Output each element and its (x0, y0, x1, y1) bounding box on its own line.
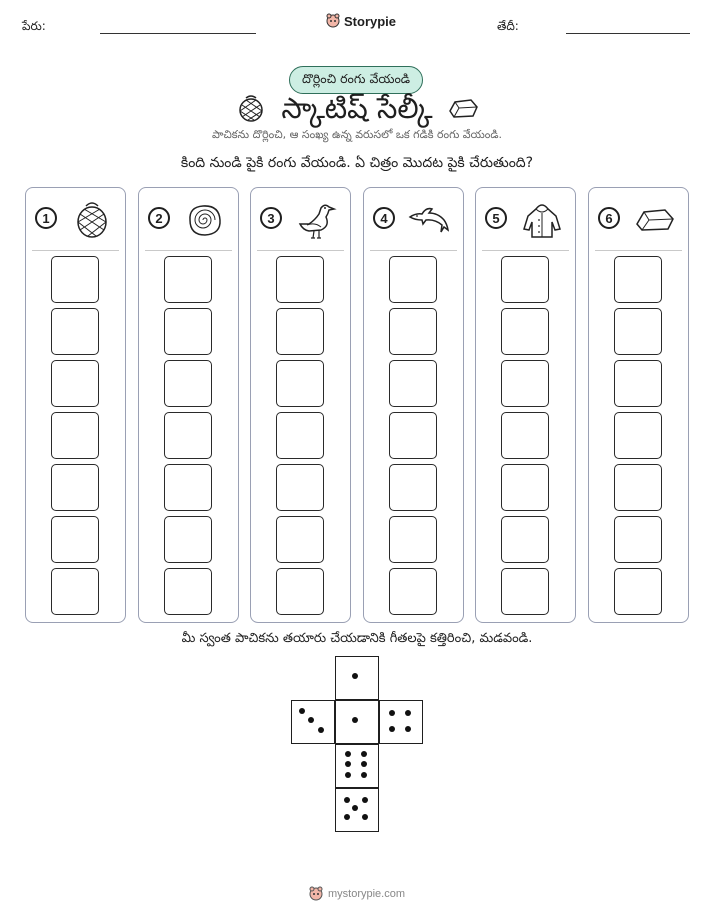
die-pip (345, 772, 351, 778)
die-pip (345, 751, 351, 757)
name-line[interactable] (100, 33, 256, 34)
color-cell[interactable] (501, 360, 549, 407)
instruction-text: కింది నుండి పైకి రంగు వేయండి. ఏ చిత్రం మొదట పైకి చేరుతుంది? (180, 155, 534, 171)
color-cell[interactable] (389, 516, 437, 563)
color-cell[interactable] (276, 464, 324, 511)
die-face (335, 788, 379, 832)
column-number: 1 (35, 207, 57, 229)
die-face (335, 656, 379, 700)
raincoat-icon (520, 200, 564, 240)
roll-and-color-badge: దొర్లించి రంగు వేయండి (289, 66, 423, 94)
net-bag-icon (70, 200, 114, 240)
storypie-mascot-icon (326, 13, 340, 29)
die-pip (345, 761, 351, 767)
die-pip (308, 717, 314, 723)
die-pip (361, 761, 367, 767)
color-cell[interactable] (614, 360, 662, 407)
rock-icon (633, 200, 677, 240)
column-divider (257, 250, 344, 251)
color-cell[interactable] (164, 256, 212, 303)
die-pip (389, 710, 395, 716)
make-die-instruction: మీ స్వంత పాచికను తయారు చేయడానికి గీతలపై కత్తిరించి, మడవండి. (181, 631, 533, 646)
color-cell[interactable] (51, 308, 99, 355)
color-cell[interactable] (164, 360, 212, 407)
footer-url[interactable]: mystorypie.com (328, 888, 406, 900)
date-label: తేదీ: (497, 19, 519, 33)
color-cell[interactable] (501, 464, 549, 511)
color-cell[interactable] (614, 412, 662, 459)
color-cell[interactable] (389, 360, 437, 407)
color-cell[interactable] (389, 256, 437, 303)
color-cell[interactable] (164, 568, 212, 615)
column-1 (25, 187, 126, 623)
color-cell[interactable] (614, 256, 662, 303)
color-cell[interactable] (51, 464, 99, 511)
brand-logo (326, 13, 396, 29)
column-divider (370, 250, 457, 251)
column-2 (138, 187, 239, 623)
die-pip (299, 708, 305, 714)
color-cell[interactable] (614, 516, 662, 563)
column-divider (145, 250, 232, 251)
die-face (291, 700, 335, 744)
column-4 (363, 187, 464, 623)
die-pip (344, 814, 350, 820)
color-cell[interactable] (276, 516, 324, 563)
color-cell[interactable] (389, 412, 437, 459)
column-number: 6 (598, 207, 620, 229)
die-pip (405, 726, 411, 732)
column-number: 4 (373, 207, 395, 229)
die-pip (405, 710, 411, 716)
color-cell[interactable] (276, 412, 324, 459)
die-face (335, 700, 379, 744)
date-line[interactable] (566, 33, 690, 34)
color-cell[interactable] (276, 568, 324, 615)
die-pip (362, 797, 368, 803)
rock-icon (447, 97, 479, 119)
column-number: 2 (148, 207, 170, 229)
die-face (379, 700, 423, 744)
color-cell[interactable] (164, 516, 212, 563)
seagull-icon (295, 200, 339, 240)
color-cell[interactable] (389, 308, 437, 355)
storypie-mascot-icon (309, 886, 323, 902)
color-cell[interactable] (164, 308, 212, 355)
color-cell[interactable] (614, 464, 662, 511)
color-cell[interactable] (276, 308, 324, 355)
die-pip (361, 772, 367, 778)
die-pip (344, 797, 350, 803)
column-5 (475, 187, 576, 623)
color-cell[interactable] (51, 568, 99, 615)
color-cell[interactable] (276, 256, 324, 303)
color-cell[interactable] (51, 360, 99, 407)
column-number: 5 (485, 207, 507, 229)
dolphin-icon (408, 200, 452, 240)
color-cell[interactable] (51, 516, 99, 563)
color-cell[interactable] (276, 360, 324, 407)
color-cell[interactable] (501, 412, 549, 459)
column-3 (250, 187, 351, 623)
color-cell[interactable] (389, 464, 437, 511)
color-cell[interactable] (51, 412, 99, 459)
page-subtitle: పాచికను దొర్లించి, ఆ సంఖ్య ఉన్న వరుసలో ఒక గడికి రంగు వేయండి. (212, 128, 502, 141)
die-pip (361, 751, 367, 757)
column-number: 3 (260, 207, 282, 229)
column-divider (482, 250, 569, 251)
spiral-shell-icon (183, 200, 227, 240)
footer (309, 886, 405, 902)
column-6 (588, 187, 689, 623)
color-cell[interactable] (501, 308, 549, 355)
die-pip (362, 814, 368, 820)
color-cell[interactable] (501, 516, 549, 563)
die-pip (389, 726, 395, 732)
color-cell[interactable] (501, 568, 549, 615)
die-pip (352, 673, 358, 679)
color-cell[interactable] (164, 464, 212, 511)
color-cell[interactable] (389, 568, 437, 615)
page-title: స్కాటిష్ సేల్కీ (281, 91, 433, 125)
name-label: పేరు: (22, 19, 46, 33)
column-divider (32, 250, 119, 251)
color-cell[interactable] (164, 412, 212, 459)
die-pip (318, 727, 324, 733)
column-divider (595, 250, 682, 251)
color-cell[interactable] (51, 256, 99, 303)
color-cell[interactable] (614, 308, 662, 355)
die-pip (352, 717, 358, 723)
die-pip (352, 805, 358, 811)
die-face (335, 744, 379, 788)
color-cell[interactable] (501, 256, 549, 303)
brand-name: Storypie (344, 13, 397, 29)
color-cell[interactable] (614, 568, 662, 615)
